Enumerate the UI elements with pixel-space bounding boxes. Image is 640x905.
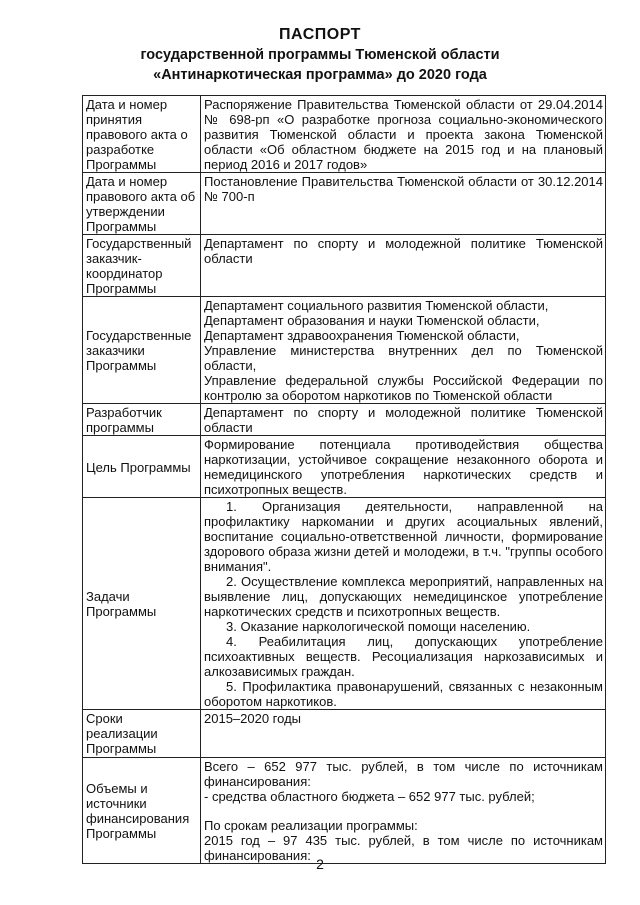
row-value: 2015–2020 годы — [201, 710, 606, 758]
row-label: Цель Программы — [83, 436, 201, 498]
row-value: Распоряжение Правительства Тюменской области от 29.04.2014 № 698-рп «О разработке прогноза социально-экономического развития Тюменской области и проекта закона Тюменской области «Об областном бюджете на 2015 год и на плановый период 2016 и 2017 годов» — [201, 96, 606, 173]
page-number: 2 — [316, 856, 324, 872]
task-item: 3. Оказание наркологической помощи населению. — [226, 619, 531, 634]
row-value — [201, 758, 606, 864]
task-item: 2. Осуществление комплекса мероприятий, направленных на выявление лиц, допускающих немедицинское употребление наркотических средств и психотропных веществ. — [204, 574, 603, 619]
table-row — [83, 404, 606, 436]
row-label: Объемы и источники финансирования Программы — [83, 758, 201, 864]
customer-item: Департамент здравоохранения Тюменской области, — [204, 328, 520, 343]
table-row — [83, 710, 606, 758]
row-value: Постановление Правительства Тюменской области от 30.12.2014 № 700-п — [201, 173, 606, 235]
funding-line: 2015 год – 97 435 тыс. рублей, в том числе по источникам финансирования: — [204, 833, 603, 863]
row-label: Дата и номер правового акта об утверждении Программы — [83, 173, 201, 235]
row-value: Формирование потенциала противодействия общества наркотизации, устойчивое сокращение незаконного оборота и немедицинского употребления наркотических средств и психотропных веществ. — [201, 436, 606, 498]
table-row — [83, 235, 606, 297]
task-item: 5. Профилактика правонарушений, связанных с незаконным оборотом наркотиков. — [204, 679, 603, 709]
row-label: Дата и номер принятия правового акта о разработке Программы — [83, 96, 201, 173]
document-subtitle-line-2: «Антинаркотическая программа» до 2020 года — [153, 67, 487, 83]
table-row — [83, 436, 606, 498]
funding-line: Всего – 652 977 тыс. рублей, в том числе по источникам финансирования: — [204, 759, 603, 789]
row-label: Разработчик программы — [83, 404, 201, 436]
row-label: Государственные заказчики Программы — [83, 297, 201, 404]
row-label: Задачи Программы — [83, 498, 201, 710]
task-item: 1. Организация деятельности, направленной на профилактику наркомании и других асоциальных явлений, воспитание социально-ответственной личности, формирование здорового образа жизни детей и молодежи, в т.ч. "группы особого внимания". — [204, 499, 603, 574]
table-row — [83, 758, 606, 864]
document-title: ПАСПОРТ — [279, 26, 361, 43]
table-row — [83, 173, 606, 235]
table-row — [83, 498, 606, 710]
paragraph-gap — [204, 804, 603, 818]
row-label: Сроки реализации Программы — [83, 710, 201, 758]
customer-item: Департамент образования и науки Тюменской области, — [204, 313, 540, 328]
document-header — [0, 26, 640, 84]
customer-item: Управление федеральной службы Российской Федерации по контролю за оборотом наркотиков по Тюменской области — [204, 373, 603, 403]
row-label: Государственный заказчик-координатор Программы — [83, 235, 201, 297]
row-value — [201, 498, 606, 710]
passport-table — [82, 95, 606, 864]
table-row — [83, 297, 606, 404]
row-value: Департамент по спорту и молодежной политике Тюменской области — [201, 404, 606, 436]
document-subtitle-line-1: государственной программы Тюменской области — [140, 47, 500, 63]
row-value — [201, 297, 606, 404]
customer-item: Департамент социального развития Тюменской области, — [204, 298, 549, 313]
customer-item: Управление министерства внутренних дел по Тюменской области, — [204, 343, 603, 373]
funding-line: По срокам реализации программы: — [204, 818, 418, 833]
table-row — [83, 96, 606, 173]
row-value: Департамент по спорту и молодежной политике Тюменской области — [201, 235, 606, 297]
task-item: 4. Реабилитация лиц, допускающих употребление психоактивных веществ. Ресоциализация наркозависимых и алкозависимых граждан. — [204, 634, 603, 679]
funding-line: - средства областного бюджета – 652 977 тыс. рублей; — [204, 789, 535, 804]
